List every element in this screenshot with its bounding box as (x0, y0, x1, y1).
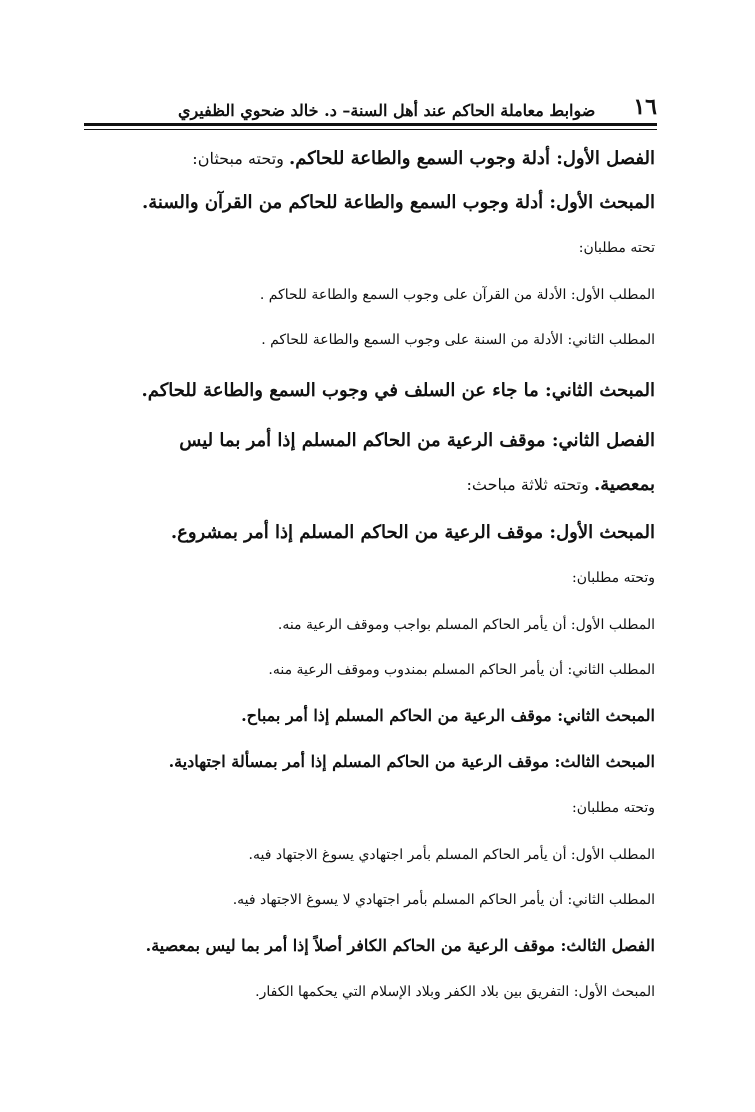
toc-line (80, 192, 655, 213)
toc-line (80, 287, 655, 303)
toc-subsection: المطلب الأول: أن يأمر الحاكم المسلم بواجب وموقف الرعية منه. (277, 617, 655, 633)
toc-heading-section-1: المبحث الأول: أدلة وجوب السمع والطاعة للحاكم من القرآن والسنة. (141, 192, 655, 213)
toc-line (80, 474, 655, 495)
toc-heading-section-2: المبحث الثاني: موقف الرعية من الحاكم المسلم إذا أمر بمباح. (241, 706, 655, 725)
toc-note: وتحته مبحثان: (192, 149, 289, 168)
running-title: ضوابط معاملة الحاكم عند أهل السنة– د. خالد ضحوي الظفيري (177, 101, 596, 120)
page-header (84, 86, 657, 120)
toc-line (80, 148, 655, 169)
toc-note: وتحته ثلاثة مباحث: (466, 475, 594, 494)
toc-subsection: المطلب الأول: أن يأمر الحاكم المسلم بأمر اجتهادي يسوغ الاجتهاد فيه. (248, 847, 655, 863)
header-rule-thick (84, 123, 657, 126)
toc-note: تحته مطلبان: (578, 240, 655, 256)
toc-line (80, 332, 655, 348)
toc-heading-chapter-1: الفصل الأول: أدلة وجوب السمع والطاعة للحاكم. (288, 148, 655, 169)
toc-subsection: المطلب الأول: الأدلة من القرآن على وجوب السمع والطاعة للحاكم . (259, 287, 655, 303)
toc-line (80, 662, 655, 678)
toc-heading-chapter-2: الفصل الثاني: موقف الرعية من الحاكم المسلم إذا أمر بما ليس (179, 430, 655, 451)
toc-line (80, 936, 655, 955)
toc-note: وتحته مطلبان: (572, 570, 655, 586)
toc-note: وتحته مطلبان: (572, 800, 655, 816)
toc-subsection: المطلب الثاني: أن يأمر الحاكم المسلم بأمر اجتهادي لا يسوغ الاجتهاد فيه. (232, 892, 655, 908)
toc-subsection: المبحث الأول: التفريق بين بلاد الكفر وبلاد الإسلام التي يحكمها الكفار. (255, 984, 655, 1000)
page-number: ١٦ (633, 94, 657, 120)
toc-line (80, 752, 655, 771)
toc-line (80, 800, 655, 816)
toc-heading-chapter-2-cont: بمعصية. (593, 474, 655, 495)
toc-heading-section-3: المبحث الثالث: موقف الرعية من الحاكم المسلم إذا أمر بمسألة اجتهادية. (168, 752, 655, 771)
toc-line (80, 617, 655, 633)
toc-subsection: المطلب الثاني: الأدلة من السنة على وجوب السمع والطاعة للحاكم . (261, 332, 655, 348)
header-rule-thin (84, 129, 657, 130)
toc-line (80, 380, 655, 401)
toc-subsection: المطلب الثاني: أن يأمر الحاكم المسلم بمندوب وموقف الرعية منه. (268, 662, 655, 678)
toc-line (80, 570, 655, 586)
toc-heading-section-2: المبحث الثاني: ما جاء عن السلف في وجوب السمع والطاعة للحاكم. (141, 380, 655, 401)
toc-line (80, 892, 655, 908)
toc-line (80, 847, 655, 863)
toc-line (80, 984, 655, 1000)
toc-heading-section-1: المبحث الأول: موقف الرعية من الحاكم المسلم إذا أمر بمشروع. (170, 522, 655, 543)
toc-line (80, 522, 655, 543)
toc-line (80, 240, 655, 256)
toc-line (80, 430, 655, 451)
toc-line (80, 706, 655, 725)
toc-heading-chapter-3: الفصل الثالث: موقف الرعية من الحاكم الكافر أصلاً إذا أمر بما ليس بمعصية. (145, 936, 655, 955)
